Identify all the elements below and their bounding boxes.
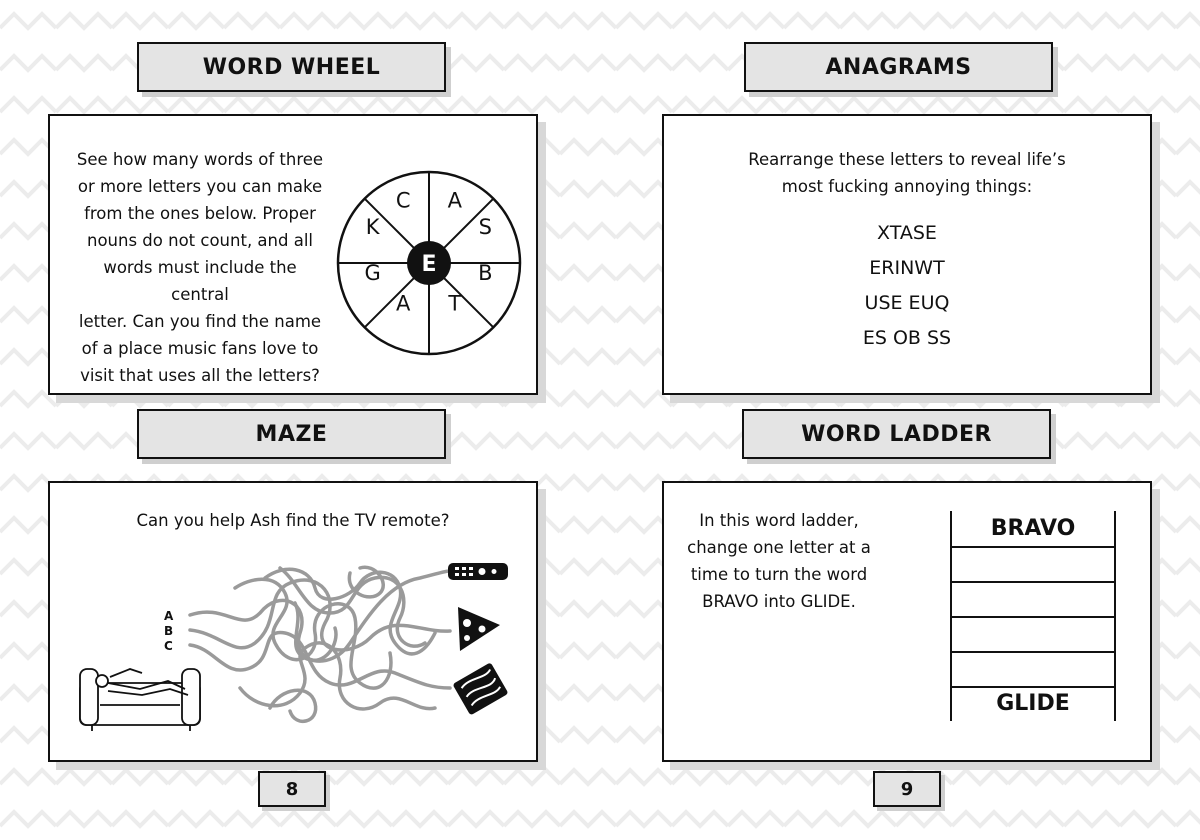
maze-start-label: A <box>164 609 174 623</box>
instruction-line: of a place music fans love to <box>81 339 319 358</box>
anagram-word: USE EUQ <box>864 292 950 314</box>
ladder <box>950 511 1116 721</box>
anagrams-title: ANAGRAMS <box>744 42 1053 92</box>
maze-title: MAZE <box>137 409 446 459</box>
ladder-bottom-word: GLIDE <box>996 691 1070 716</box>
maze-panel <box>48 481 538 762</box>
instruction-line: nouns do not count, and all <box>87 231 313 250</box>
pizza-icon <box>458 607 500 651</box>
instruction-line: change one letter at a <box>687 538 871 557</box>
anagrams-panel <box>662 114 1152 395</box>
tv-remote-icon <box>448 563 508 580</box>
anagram-list <box>664 216 1150 356</box>
word-wheel-panel <box>48 114 538 395</box>
chips-bag-icon <box>452 662 508 715</box>
instruction-line: letter. Can you find the name <box>78 312 322 331</box>
instruction-line: See how many words of three <box>76 150 324 169</box>
word-wheel-title: WORD WHEEL <box>137 42 446 92</box>
wheel-center-letter: E <box>421 252 437 277</box>
instruction-line: or more letters you can make <box>77 177 323 196</box>
wheel-letter: C <box>395 188 411 213</box>
wheel-letter: T <box>448 291 462 316</box>
wheel-letter: A <box>396 291 411 316</box>
wheel-letter: G <box>364 260 381 285</box>
word-wheel <box>334 168 524 358</box>
intro-line: Rearrange these letters to reveal life’s <box>748 150 1066 169</box>
wheel-letter: A <box>447 188 462 213</box>
instruction-line: from the ones below. Proper <box>84 204 316 223</box>
instruction-line: time to turn the word <box>690 565 868 584</box>
instruction-line: In this word ladder, <box>699 511 859 530</box>
maze-start-label: B <box>164 624 174 638</box>
intro-line: most fucking annoying things: <box>781 177 1033 196</box>
wheel-letter: S <box>478 215 492 240</box>
instruction-line: visit that uses all the letters? <box>80 366 320 385</box>
page-number-left: 8 <box>258 771 326 807</box>
page-number-right: 9 <box>873 771 941 807</box>
maze-question: Can you help Ash find the TV remote? <box>136 511 450 530</box>
word-ladder-instructions <box>684 507 874 615</box>
ladder-rungs <box>950 511 1116 721</box>
maze-start-label: C <box>164 639 173 653</box>
anagram-word: ES OB SS <box>862 327 952 349</box>
ladder-top-word: BRAVO <box>990 516 1076 541</box>
anagrams-intro <box>664 146 1150 200</box>
anagram-word: XTASE <box>877 222 937 244</box>
word-ladder-title: WORD LADDER <box>742 409 1051 459</box>
maze-illustration <box>50 483 536 760</box>
wheel-letter: B <box>478 260 493 285</box>
instruction-line: BRAVO into GLIDE. <box>702 592 856 611</box>
instruction-line: words must include the central <box>103 258 297 304</box>
word-ladder-panel <box>662 481 1152 762</box>
couch-icon <box>80 669 200 731</box>
wheel-letter: K <box>365 215 380 240</box>
word-wheel-instructions <box>72 146 328 389</box>
anagram-word: ERINWT <box>869 257 945 279</box>
